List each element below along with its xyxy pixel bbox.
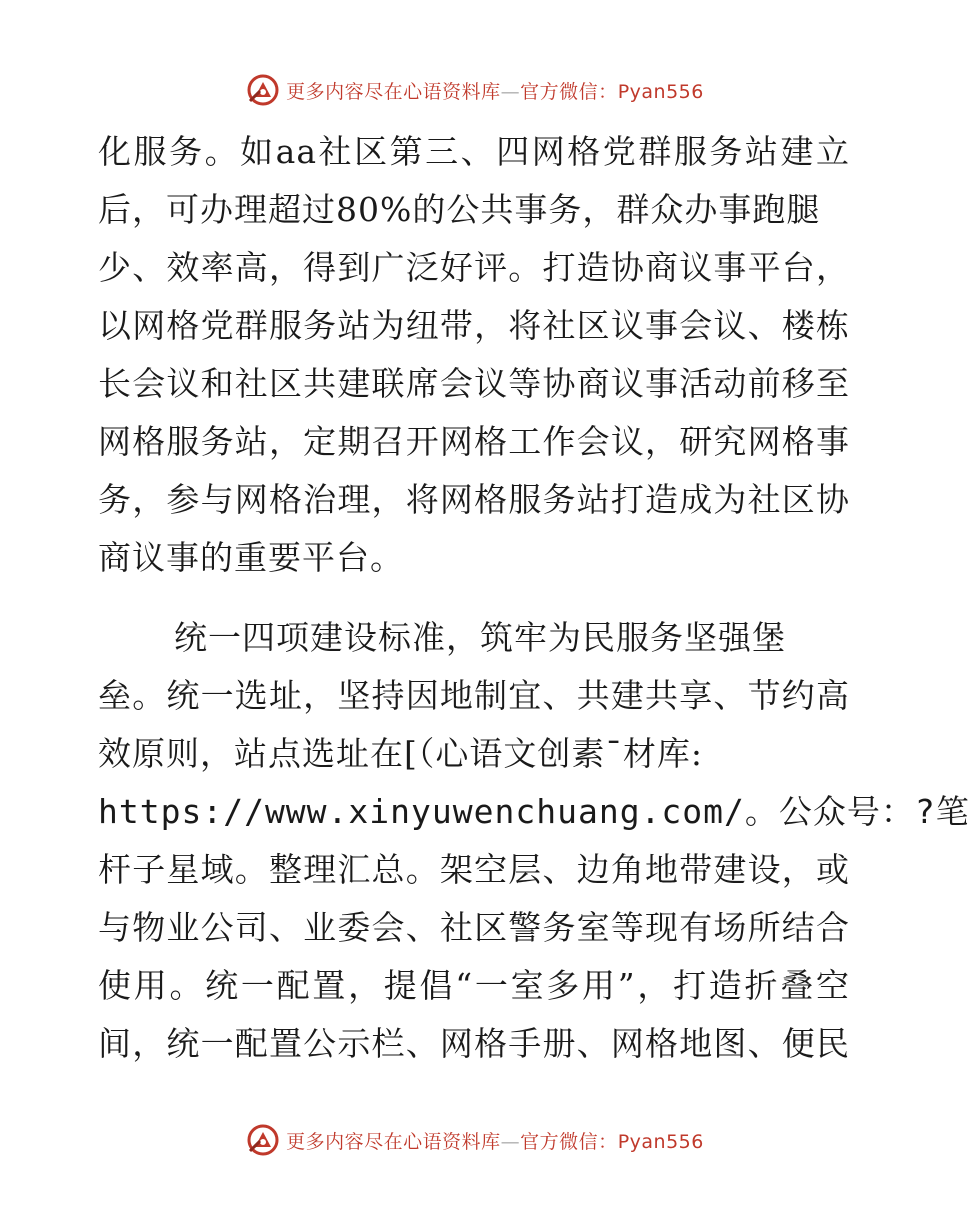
text-line: https://www.xinyuwenchuang.com/。公众号：?笔: [98, 792, 970, 831]
header-banner: [0, 68, 950, 112]
logo-icon: [246, 1123, 280, 1157]
text-line: 少、效率高，得到广泛好评。打造协商议事平台，: [98, 248, 850, 287]
text-line: 长会议和社区共建联席会议等协商议事活动前移至: [98, 364, 850, 403]
text-line: 与物业公司、业委会、社区警务室等现有场所结合: [98, 908, 850, 947]
footer-banner-text: 更多内容尽在心语资料库—官方微信：Pyan556: [286, 1130, 704, 1153]
paragraph-1: [98, 123, 850, 587]
text-line: 化服务。如aa社区第三、四网格党群服务站建立: [98, 132, 850, 171]
text-line: 使用。统一配置，提倡“一室多用”，打造折叠空: [98, 966, 850, 1005]
text-line: 效原则，站点选址在[（心语文创素¯材库:: [98, 734, 703, 773]
text-line: 杆子星域。整理汇总。架空层、边角地带建设，或: [98, 850, 850, 889]
text-line: 务，参与网格治理，将网格服务站打造成为社区协: [98, 480, 850, 519]
header-banner-text: 更多内容尽在心语资料库—官方微信：Pyan556: [286, 80, 704, 103]
text-line: 商议事的重要平台。: [98, 538, 404, 577]
text-line: 网格服务站，定期召开网格工作会议，研究网格事: [98, 422, 850, 461]
text-line: 垒。统一选址，坚持因地制宜、共建共享、节约高: [98, 676, 850, 715]
paragraph-2: [98, 609, 970, 1073]
logo-icon: [246, 73, 280, 107]
text-line: 以网格党群服务站为纽带，将社区议事会议、楼栋: [98, 306, 850, 345]
text-line: 间，统一配置公示栏、网格手册、网格地图、便民: [98, 1024, 850, 1063]
text-line: 统一四项建设标准，筑牢为民服务坚强堡: [174, 618, 786, 657]
text-line: 后，可办理超过80%的公共事务，群众办事跑腿: [98, 190, 821, 229]
footer-banner: [0, 1118, 950, 1162]
document-body: [98, 123, 970, 1073]
